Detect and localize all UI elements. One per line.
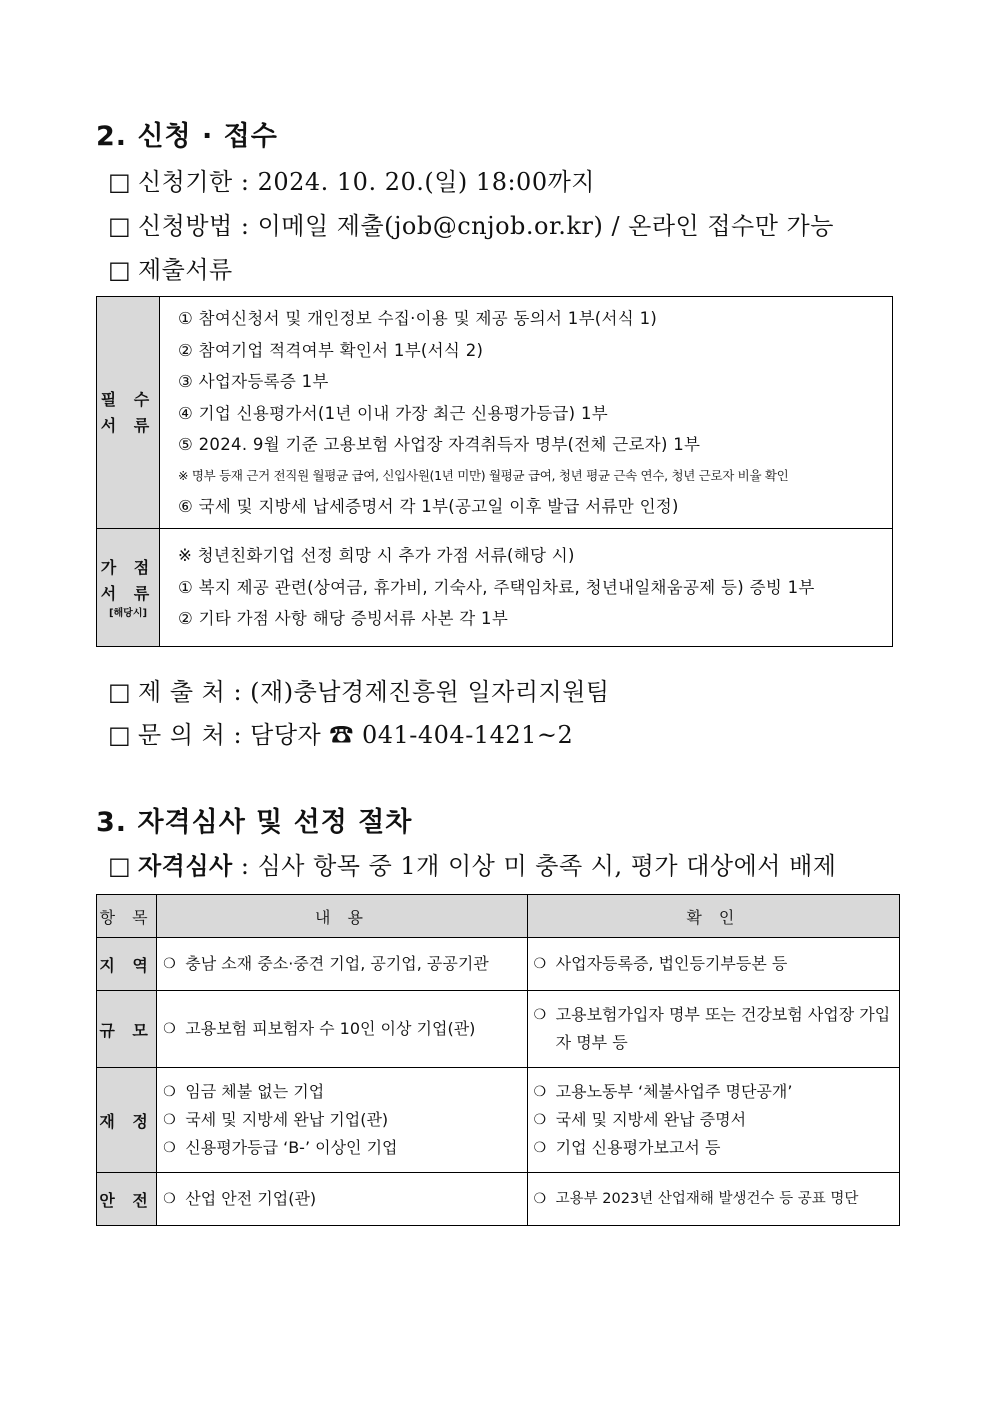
table-row <box>97 1173 900 1226</box>
criteria-table <box>96 894 900 1226</box>
header-item: 항 목 <box>97 895 157 938</box>
content-line: 임금 체불 없는 기업 <box>185 1082 325 1101</box>
required-item: ④ 기업 신용평가서(1년 이내 가장 최근 신용평가등급) 1부 <box>178 403 608 423</box>
required-docs-list <box>160 297 893 529</box>
required-item: ③ 사업자등록증 1부 <box>178 372 329 391</box>
deadline-text: 신청기한 : 2024. 10. 20.(일) 18:00까지 <box>138 168 595 196</box>
bonus-label-line2: 서 류 <box>100 583 156 603</box>
required-note: ※ 명부 등재 근거 전직원 월평균 급여, 신입사원(1년 미만) 월평균 급여, 청년 평균 근속 연수, 청년 근로자 비율 확인 <box>178 467 789 483</box>
checkbox-marker-icon: □ <box>108 168 132 196</box>
required-item: ① 참여신청서 및 개인정보 수집·이용 및 제공 동의서 1부(서식 1) <box>178 309 658 328</box>
checkbox-marker-icon: □ <box>108 678 132 706</box>
content-line: 신용평가등급 ‘B-’ 이상인 기업 <box>185 1138 398 1157</box>
bonus-docs-label <box>97 529 160 647</box>
bullet-contact <box>108 715 573 750</box>
row-label: 규 모 <box>97 991 157 1068</box>
circle-bullet-icon: ❍ <box>163 1021 176 1037</box>
required-item: ⑥ 국세 및 지방세 납세증명서 각 1부(공고일 이후 발급 서류만 인정) <box>178 496 679 516</box>
contact-text: 문 의 처 : 담당자 ☎ 041-404-1421~2 <box>138 721 574 749</box>
check-line: 국세 및 지방세 완납 증명서 <box>555 1110 747 1129</box>
section-3-title: 3. 자격심사 및 선정 절차 <box>96 807 413 838</box>
row-content <box>157 1068 527 1173</box>
method-text: 신청방법 : 이메일 제출(job@cnjob.or.kr) / 온라인 접수만 가능 <box>138 212 834 240</box>
circle-bullet-icon: ❍ <box>533 1140 547 1156</box>
content-line: 고용보험 피보험자 수 10인 이상 기업(관) <box>185 1019 476 1038</box>
circle-bullet-icon: ❍ <box>533 956 547 972</box>
qualification-label: 자격심사 <box>138 852 233 880</box>
row-content <box>157 1173 527 1226</box>
row-check <box>527 1173 899 1226</box>
row-check <box>527 938 899 991</box>
circle-bullet-icon: ❍ <box>533 1084 547 1100</box>
bullet-qualification <box>108 846 836 881</box>
required-label-line1: 필 수 <box>100 389 156 409</box>
check-line: 사업자등록증, 법인등기부등본 등 <box>555 954 788 973</box>
bonus-label-line1: 가 점 <box>100 557 156 577</box>
table-row <box>97 938 900 991</box>
bullet-submit-to <box>108 672 610 707</box>
checkbox-marker-icon: □ <box>108 256 132 284</box>
check-line: 기업 신용평가보고서 등 <box>555 1138 721 1157</box>
documents-table <box>96 296 893 647</box>
row-label: 안 전 <box>97 1173 157 1226</box>
circle-bullet-icon: ❍ <box>163 1084 176 1100</box>
row-content <box>157 991 527 1068</box>
bonus-item: ② 기타 가점 사항 해당 증빙서류 사본 각 1부 <box>178 609 509 629</box>
content-line: 충남 소재 중소·중견 기업, 공기업, 공공기관 <box>185 954 489 973</box>
bullet-deadline <box>108 162 595 197</box>
header-check: 확 인 <box>527 895 899 938</box>
circle-bullet-icon: ❍ <box>163 956 176 972</box>
circle-bullet-icon: ❍ <box>163 1140 176 1156</box>
check-line: 고용부 2023년 산업재해 발생건수 등 공표 명단 <box>555 1191 859 1207</box>
criteria-header-row <box>97 895 900 938</box>
circle-bullet-icon: ❍ <box>533 1191 547 1207</box>
required-item: ⑤ 2024. 9월 기준 고용보험 사업장 자격취득자 명부(전체 근로자) 1부 <box>178 435 701 454</box>
submit-to-text: 제 출 처 : (재)충남경제진흥원 일자리지원팀 <box>138 678 610 706</box>
row-label: 지 역 <box>97 938 157 991</box>
bonus-item: ① 복지 제공 관련(상여금, 휴가비, 기숙사, 주택임차료, 청년내일채움공제 등) 증빙 1부 <box>178 577 815 597</box>
row-content <box>157 938 527 991</box>
checkbox-marker-icon: □ <box>108 212 132 240</box>
bullet-documents <box>108 250 233 285</box>
header-content: 내 용 <box>157 895 527 938</box>
required-docs-label <box>97 297 160 529</box>
circle-bullet-icon: ❍ <box>163 1112 176 1128</box>
row-check <box>527 991 899 1068</box>
circle-bullet-icon: ❍ <box>163 1191 176 1207</box>
bonus-label-line3: [해당시] <box>108 607 148 619</box>
section-2-title: 2. 신청 · 접수 <box>96 121 278 152</box>
bonus-docs-list <box>160 529 893 647</box>
qualification-text: : 심사 항목 중 1개 이상 미 충족 시, 평가 대상에서 배제 <box>232 852 837 880</box>
bullet-method <box>108 206 834 241</box>
check-line: 고용보험가입자 명부 또는 건강보험 사업장 가입자 명부 등 <box>555 1005 891 1052</box>
required-item: ② 참여기업 적격여부 확인서 1부(서식 2) <box>178 340 484 360</box>
table-row <box>97 1068 900 1173</box>
documents-text: 제출서류 <box>138 256 233 284</box>
check-line: 고용노동부 ‘체불사업주 명단공개’ <box>555 1082 793 1101</box>
row-check <box>527 1068 899 1173</box>
checkbox-marker-icon: □ <box>108 721 132 749</box>
table-row <box>97 991 900 1068</box>
required-label-line2: 서 류 <box>100 415 156 435</box>
content-line: 산업 안전 기업(관) <box>185 1189 317 1208</box>
bonus-item: ※ 청년친화기업 선정 희망 시 추가 가점 서류(해당 시) <box>178 546 575 566</box>
content-line: 국세 및 지방세 완납 기업(관) <box>185 1110 389 1129</box>
circle-bullet-icon: ❍ <box>533 1112 547 1128</box>
row-label: 재 정 <box>97 1068 157 1173</box>
checkbox-marker-icon: □ <box>108 852 132 880</box>
circle-bullet-icon: ❍ <box>533 1007 547 1023</box>
